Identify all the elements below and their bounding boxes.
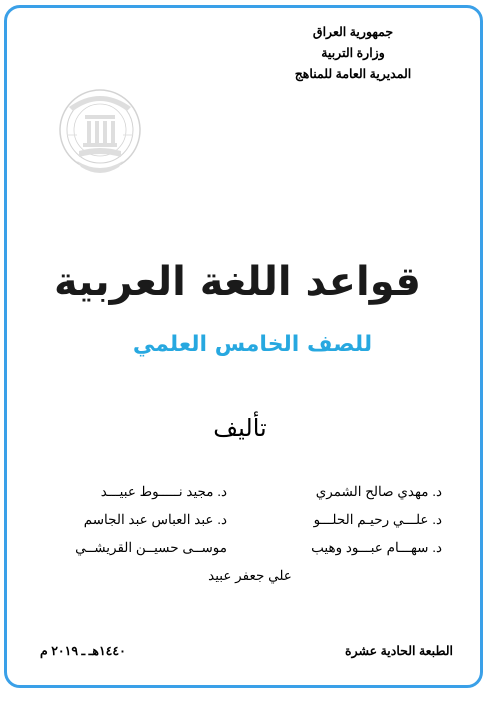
- ministry-seal-icon: [57, 85, 143, 183]
- edition-label: الطبعة الحادية عشرة: [345, 644, 453, 658]
- author-name: د. عبد العباس عبد الجاسم: [83, 512, 227, 527]
- author-name: د. سهـــام عبـــود وهيب: [311, 540, 442, 555]
- authors-row: [22, 534, 442, 562]
- ministry-header: [253, 22, 453, 85]
- author-name: د. علـــي رحيـم الحلـــو: [313, 512, 442, 527]
- header-line-ministry: وزارة التربية: [321, 46, 385, 60]
- header-line-directorate: المديرية العامة للمناهج: [294, 67, 412, 81]
- book-title: قواعد اللغة العربية: [54, 259, 421, 305]
- header-line-republic: جمهورية العراق: [312, 25, 394, 39]
- publication-year: ١٤٤٠هـ ـ ٢٠١٩ م: [40, 644, 126, 658]
- authors-row: [22, 478, 442, 506]
- authors-list: [22, 478, 442, 562]
- book-subtitle: للصف الخامس العلمي: [132, 332, 373, 357]
- authorship-label: تأليف: [213, 414, 267, 442]
- author-name: د. مهدي صالح الشمري: [315, 484, 442, 499]
- author-name: د. مجيد نـــــوط عبيـــد: [100, 484, 227, 499]
- authors-row: [22, 506, 442, 534]
- author-name: موســى حسيــن القريشــي: [75, 540, 227, 555]
- author-name-last: علي جعفر عبيد: [208, 568, 292, 583]
